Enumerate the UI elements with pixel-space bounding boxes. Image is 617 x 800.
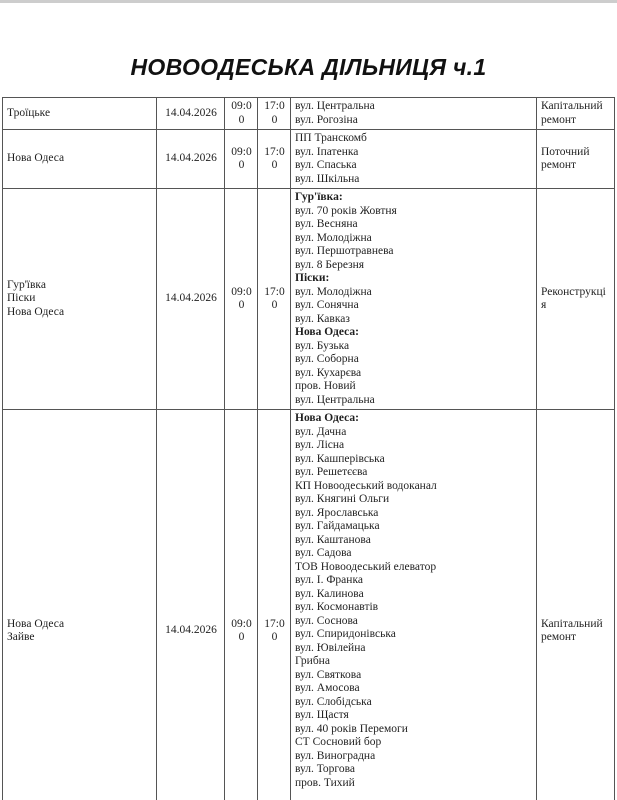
street-line: вул. Амосова — [295, 682, 360, 694]
table-body — [3, 98, 615, 800]
street-line: вул. Слобідська — [295, 695, 372, 708]
cell-date: 14.04.2026 — [157, 189, 225, 410]
street-line: ПП Транскомб — [295, 132, 367, 144]
street-line: вул. Центральна — [295, 393, 375, 406]
street-line: вул. Кавказ — [295, 312, 350, 325]
street-line: вул. Бузька — [295, 339, 350, 352]
street-line: вул. Шкільна — [295, 172, 360, 185]
cell-date: 14.04.2026 — [157, 410, 225, 800]
street-line: вул. Кухарєва — [295, 366, 362, 379]
street-line: вул. Решетєєва — [295, 466, 368, 478]
table-row — [3, 189, 615, 410]
street-line: вул. Рогозіна — [295, 113, 358, 126]
location-line: Зайве — [7, 631, 35, 643]
street-line: вул. Лісна — [295, 439, 345, 451]
cell-time-end: 17:00 — [258, 189, 291, 410]
cell-time-start: 09:00 — [225, 130, 258, 189]
cell-time-start: 09:00 — [225, 98, 258, 130]
street-line: вул. І. Франка — [295, 574, 363, 586]
street-line: вул. Соснова — [295, 614, 358, 627]
street-line: вул. Святкова — [295, 668, 362, 681]
street-line: вул. Каштанова — [295, 533, 371, 546]
street-line: вул. Першотравнева — [295, 245, 394, 257]
cell-time-end: 17:00 — [258, 130, 291, 189]
street-line: вул. Дачна — [295, 425, 347, 438]
street-line: вул. Щастя — [295, 709, 349, 721]
street-line: вул. Іпатенка — [295, 145, 359, 158]
street-group-header: Нова Одеса: — [295, 412, 359, 424]
street-line: вул. Молодіжна — [295, 231, 372, 244]
cell-work-type: Поточний ремонт — [537, 130, 615, 189]
street-line: Грибна — [295, 655, 330, 667]
street-line: ТОВ Новоодеський елеватор — [295, 560, 437, 573]
street-group-header: Піски: — [295, 272, 330, 284]
street-line: вул. 8 Березня — [295, 258, 365, 271]
street-line: вул. Калинова — [295, 587, 364, 600]
street-line: вул. Соборна — [295, 353, 359, 365]
street-line: вул. Спаська — [295, 159, 357, 171]
cell-date: 14.04.2026 — [157, 98, 225, 130]
cell-streets — [291, 130, 537, 189]
cell-time-start: 09:00 — [225, 189, 258, 410]
street-line: вул. Молодіжна — [295, 285, 372, 298]
location-line: Нова Одеса — [7, 152, 65, 165]
table-row — [3, 410, 615, 800]
table-row — [3, 130, 615, 189]
location-line: Троїцьке — [7, 106, 51, 119]
window-top-border — [0, 0, 617, 3]
street-group-header: Гур'ївка: — [295, 191, 343, 203]
cell-time-end: 17:00 — [258, 98, 291, 130]
street-line: вул. Центральна — [295, 100, 375, 112]
street-line: вул. Торгова — [295, 763, 355, 775]
street-line: СТ Сосновий бор — [295, 736, 382, 748]
location-line: Гур'ївка — [7, 278, 46, 291]
street-line: вул. Княгині Ольги — [295, 493, 390, 505]
cell-date: 14.04.2026 — [157, 130, 225, 189]
cell-streets — [291, 98, 537, 130]
cell-work-type: Капітальний ремонт — [537, 410, 615, 800]
cell-work-type: Реконструкція — [537, 189, 615, 410]
street-line: вул. Весняна — [295, 218, 358, 230]
street-line: вул. Сонячна — [295, 299, 359, 311]
cell-streets — [291, 189, 537, 410]
outage-schedule-table — [2, 97, 615, 800]
location-line: Нова Одеса — [7, 305, 65, 318]
page-title: НОВООДЕСЬКА ДІЛЬНИЦЯ ч.1 — [130, 54, 487, 80]
cell-locations — [3, 130, 157, 189]
cell-locations — [3, 410, 157, 800]
cell-time-end: 17:00 — [258, 410, 291, 800]
street-group-header: Нова Одеса: — [295, 326, 359, 338]
street-line: вул. Ювілейна — [295, 641, 366, 654]
street-line: вул. 70 років Жовтня — [295, 204, 397, 217]
cell-locations — [3, 189, 157, 410]
cell-time-start: 09:00 — [225, 410, 258, 800]
street-line: вул. Спиридонівська — [295, 628, 396, 640]
table-row — [3, 98, 615, 130]
street-line: вул. Космонавтів — [295, 601, 379, 613]
street-line: вул. Виноградна — [295, 749, 376, 762]
location-line: Нова Одеса — [7, 617, 65, 630]
street-line: вул. Садова — [295, 547, 352, 559]
street-line: пров. Тихий — [295, 776, 355, 789]
cell-locations — [3, 98, 157, 130]
street-line: пров. Новий — [295, 380, 356, 392]
cell-streets — [291, 410, 537, 800]
street-line: вул. Ярославська — [295, 506, 379, 519]
cell-work-type: Капітальний ремонт — [537, 98, 615, 130]
location-line: Піски — [7, 292, 36, 305]
street-line: вул. Кашперівська — [295, 452, 385, 465]
street-line: вул. 40 років Перемоги — [295, 722, 408, 735]
street-line: вул. Гайдамацька — [295, 520, 380, 532]
street-line: КП Новоодеський водоканал — [295, 479, 437, 492]
